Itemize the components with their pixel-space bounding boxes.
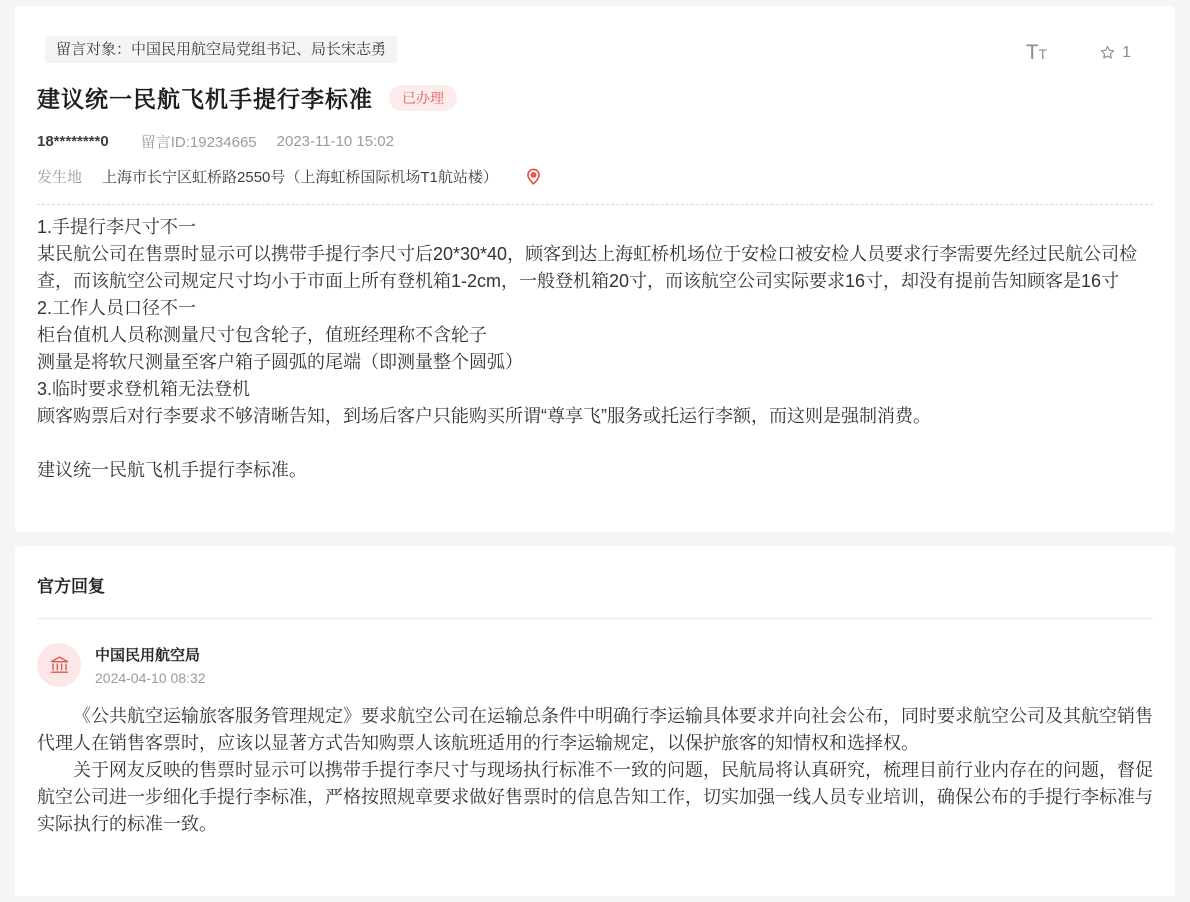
government-building-icon: [48, 654, 71, 677]
location-row: [37, 166, 1153, 187]
star-icon: [1099, 44, 1116, 61]
font-size-icon[interactable]: [1026, 42, 1047, 63]
dashed-divider: [37, 204, 1153, 205]
message-card: [15, 6, 1175, 532]
reply-time: 2024-04-10 08:32: [95, 670, 206, 686]
title-row: [37, 81, 1153, 114]
reply-item: [37, 643, 1153, 838]
reply-paragraph: 《公共航空运输旅客服务管理规定》要求航空公司在运输总条件中明确行李运输具体要求并向社会公布，同时要求航空公司及其航空销售代理人在销售客票时，应该以显著方式告知购票人该航班适用的行李运输规定，以保护旅客的知情权和选择权。: [37, 706, 1153, 753]
message-body: [37, 214, 1153, 484]
message-body-line: 2.工作人员口径不一: [37, 298, 197, 318]
message-body-line: 柜台值机人员称测量尺寸包含轮子，值班经理称不含轮子: [37, 325, 487, 345]
message-body-line: 建议统一民航飞机手提行李标准。: [37, 460, 307, 480]
message-body-line: 测量是将软尺测量至客户箱子圆弧的尾端（即测量整个圆弧）: [37, 352, 523, 372]
reply-head: [37, 643, 1153, 687]
message-body-line: 某民航公司在售票时显示可以携带手提行李尺寸后20*30*40，顾客到达上海虹桥机场位于安检口被安检人员要求行李需要先经过民航公司检查，而该航空公司规定尺寸均小于市面上所有登机箱1-2cm，一般登机箱20寸，而该航空公司实际要求16寸，却没有提前告知顾客是16寸: [37, 244, 1138, 291]
message-body-line: 3.临时要求登机箱无法登机: [37, 379, 251, 399]
message-target-tag: 留言对象：中国民用航空局党组书记、局长宋志勇: [45, 36, 397, 63]
font-size-icon-large: T: [1025, 41, 1039, 64]
page-title: 建议统一民航飞机手提行李标准: [37, 86, 373, 112]
meta-row: [37, 131, 1153, 152]
location-value: 上海市长宁区虹桥路2550号（上海虹桥国际机场T1航站楼）: [102, 169, 498, 186]
user-phone: 18********0: [37, 133, 109, 150]
favorite-count: 1: [1122, 43, 1131, 61]
message-datetime: 2023-11-10 15:02: [276, 133, 394, 150]
page: [0, 6, 1190, 896]
reply-divider: [37, 618, 1153, 619]
message-body-line: 顾客购票后对行李要求不够清晰告知，到场后客户只能购买所谓“尊享飞”服务或托运行李额，而这则是强制消费。: [37, 406, 931, 426]
agency-avatar: [37, 643, 81, 687]
location-label: 发生地: [37, 169, 83, 186]
reply-who: [95, 644, 206, 686]
location-pin-icon[interactable]: [524, 167, 543, 186]
message-id: 留言ID:19234665: [140, 134, 257, 151]
status-badge: 已办理: [389, 85, 457, 111]
agency-name: 中国民用航空局: [95, 647, 201, 664]
reply-section-title: 官方回复: [37, 577, 105, 596]
favorite-button[interactable]: [1099, 44, 1131, 62]
reply-body: [37, 703, 1153, 838]
header-tools: [1026, 42, 1131, 63]
official-reply-card: [15, 546, 1175, 896]
message-body-line: [37, 430, 1153, 457]
reply-paragraph: 关于网友反映的售票时显示可以携带手提行李尺寸与现场执行标准不一致的问题，民航局将认真研究，梳理目前行业内存在的问题，督促航空公司进一步细化手提行李标准，严格按照规章要求做好售票时的信息告知工作，切实加强一线人员专业培训，确保公布的手提行李标准与实际执行的标准一致。: [37, 760, 1153, 834]
font-size-icon-small: T: [1038, 46, 1048, 62]
message-body-line: 1.手提行李尺寸不一: [37, 217, 197, 237]
